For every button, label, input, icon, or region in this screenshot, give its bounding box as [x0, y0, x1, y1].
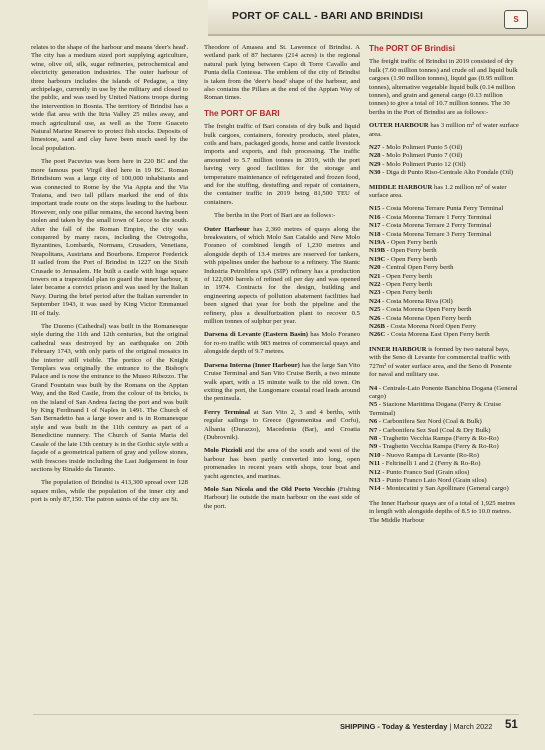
magazine-logo-icon: S — [504, 10, 528, 29]
berth-description: - Centrale-Lato Ponente Banchina Dogana (General cargo) — [369, 384, 518, 400]
paragraph-body: and the area of the south and west of the harbour has been partly converted into long, open promenades in recent years with shops, tour boat and yacht agencies, and marinas. — [204, 447, 360, 480]
berth-item — [369, 331, 519, 339]
paragraph-body: has 2,360 metres of quays along the breakwaters, of which Molo San Cataldo and New Molo Foraneo of combined length of 1,230 metres and alongside depth of 13.4 metres are reserved for tankers, with pipelines under the harbour to a refinery. The Stanic Industria Petrolifera spA (SIP) refinery has a production of 122,000 barrels of refined oil per day and was opened in 1974. Contracts for the design, building and engineering aspects of pollution abatement facilities had been signed that year for both the pipeline and the refinery, plus a desulfurization plant to recover 0.5 million tonnes of sulphur per year. — [204, 225, 360, 326]
berth-item — [369, 443, 519, 451]
berth-item — [369, 435, 519, 443]
berth-description: - Punto Franco Sud (Grain silos) — [380, 468, 470, 476]
berth-code: N14 — [369, 485, 381, 493]
berth-item — [369, 144, 519, 152]
berth-description: - Costa Morena East Open Ferry berth — [385, 331, 490, 339]
lead-term: OUTER HARBOUR — [369, 122, 429, 130]
footer-brand: SHIPPING - Today & Yesterday — [340, 722, 448, 731]
berth-item — [369, 315, 519, 323]
berth-item — [369, 281, 519, 289]
berth-item — [369, 289, 519, 297]
berth-code: N26 — [369, 314, 381, 322]
paragraph — [369, 346, 519, 380]
berth-code: N18 — [369, 230, 381, 238]
berth-item — [369, 385, 519, 402]
berth-description: - Costa Morena Terrare 2 Ferry Terminal — [380, 222, 492, 230]
footer-issue: | March 2022 — [447, 722, 493, 731]
footer — [340, 722, 492, 731]
berth-item — [369, 477, 519, 485]
berth-code: N17 — [369, 222, 381, 230]
berth-description: - Carbonifera Sez Nord (Coal & Bulk) — [377, 418, 482, 426]
paragraph: The Inner Harbour quays are of a total of 1,925 metres in length with alongside depths of 8.5 to 10.0 metres. The Middle Harbour — [369, 499, 516, 524]
berth-item — [369, 452, 519, 460]
paragraph: Theodore of Amasea and St. Lawrence of Brindisi. A wetland park of 87 hectares (214 acres) is the regional natural park lying between Capo di Torre Cavallo and Punta della Contessa. The emblem of the city of Brindisi is taken from the 'deer's head' shape of the harbour, and also contains the Pillars at the end of the Appian Way of Roman times. — [204, 44, 360, 102]
berth-item — [369, 239, 519, 247]
berth-item — [369, 401, 519, 418]
berth-description: - Carbonifera Sez Sud (Coal & Dry Bulk) — [377, 426, 491, 434]
paragraph — [204, 409, 360, 443]
berth-description: - Punto Franco Lato Nord (Grain silos) — [380, 476, 487, 484]
paragraph-body: has 1.2 million m² of water surface area. — [369, 183, 507, 199]
berth-description: - Traghetto Vecchia Rampa (Ferry & Ro-Ro) — [377, 434, 499, 442]
berth-item — [369, 273, 519, 281]
paragraph: The poet Pacuvius was born here in 220 BC and the more famous poet Virgil died here in 19 BC. Roman Brindisium was a large city of 100,000 inhabitants and was connected to Rome by the Via Appia and the Via Traiana, and two tall pillars marked the end of this important trade route on the steps leading to the harbour. However, only one pillar remains, the second having been stolen and taken by the small town of Lecce to the south. After the fall of the Roman Empire, the city was conquered by many races, including the Ostrogoths, Byzantines, Lombards, Normans, Crusaders, Venetians, Neapolitans, Austrians and Bourbons. Emperor Frederick II sailed from the Port of Brindisi in 1227 on the Sixth Crusade to Jerusalem. He built a castle with huge square towers on a trapezoidal plan to guard the inner harbour, it later became a convict prison and was used by the Italian Navy. During the brief period after the Italian surrender in September 1943, it was used by King Victor Emmanuel III of Italy. — [31, 158, 188, 317]
berth-code: N27 — [369, 143, 381, 151]
berth-item — [369, 214, 519, 222]
section-heading-bari: The PORT OF BARI — [204, 108, 280, 118]
berth-description: - Costa Morena Terrare Punta Ferry Terminal — [380, 205, 504, 213]
lead-term: MIDDLE HARBOUR — [369, 183, 433, 191]
berth-code: N9 — [369, 443, 378, 451]
lead-term: Molo San Nicola and the Old Porto Vecchio — [204, 485, 336, 493]
berth-item — [369, 298, 519, 306]
berth-code: N20 — [369, 264, 381, 272]
berth-description: - Costa Morena Riva (Oil) — [380, 297, 453, 305]
berth-code: N19A — [369, 239, 386, 246]
berth-code: N29 — [369, 160, 381, 168]
paragraph — [369, 122, 519, 139]
berth-description: - Traghetto Vecchia Rampa (Ferry & Ro-Ro) — [377, 443, 499, 451]
column-2 — [204, 44, 360, 712]
berth-code: N7 — [369, 426, 378, 434]
paragraph-body: has Molo Foraneo for ro-ro traffic with 983 metres of commercial quays and alongside depth of 9.7 metres. — [204, 331, 360, 356]
berth-description: - Open Ferry berth — [384, 247, 437, 255]
berth-description: - Open Ferry berth — [385, 255, 437, 263]
lead-term: Darsena Interna (Inner Harbour) — [204, 361, 300, 369]
berth-item — [369, 418, 519, 426]
berth-code: N21 — [369, 272, 381, 280]
page-number: 51 — [505, 719, 518, 731]
paragraph: The freight traffic of Brindisi in 2019 consisted of dry bulk (7.60 million tonnes) and crude oil and liquid bulk cargoes (1.90 million tonnes), liquid gas (0.95 million tonnes), alternative vegetable liquid bulk (0.14 million tonnes), and grain and general cargo (0.13 million tonnes) to give a total of 10.7 million tonnes. The 30 berths in the Port of Brindisi are as follows:- — [369, 58, 518, 116]
berth-description: - Open Ferry berth — [380, 272, 433, 280]
berth-code: N26B — [369, 323, 385, 331]
lead-term: Darsena di Levante (Eastern Basin) — [204, 331, 308, 339]
berth-item — [369, 161, 519, 169]
paragraph-body: has 3 million m² of water surface area. — [369, 122, 519, 138]
berth-item — [369, 152, 519, 160]
paragraph — [204, 331, 360, 356]
berth-code: N4 — [369, 384, 378, 392]
berth-item — [369, 485, 519, 493]
lead-term: INNER HARBOUR — [369, 345, 427, 353]
berth-item — [369, 256, 519, 264]
berth-code: N19B — [369, 247, 385, 255]
berth-description: - Open Ferry berth — [380, 289, 433, 297]
lead-term: Molo Pizzioli — [204, 447, 243, 455]
berth-description: - Nuovo Rampa di Levante (Ro-Ro) — [380, 451, 479, 459]
berth-description: - Stazione Marittima Dogana (Ferry & Cruise Terminal) — [369, 401, 502, 417]
lead-term: Ferry Terminal — [204, 408, 250, 416]
paragraph-body: has the large San Vito Cruise Terminal and San Vito Cruise Berth, a two minute walk apart, with a 15 minute walk to the old town. On exiting the port, the Lungomare coastal road leads around the peninsula. — [204, 361, 360, 403]
berth-description: - Central Open Ferry berth — [380, 264, 454, 272]
paragraph — [204, 226, 360, 327]
paragraph-body: is formed by two natural bays, with the Seno di Levante for commercial traffic with 727m² of water surface area, and the Seno di Ponente for naval and military use. — [369, 345, 512, 379]
berth-code: N5 — [369, 401, 378, 409]
paragraph: relates to the shape of the harbour and means 'deer's head'. The city has a medium sized port supplying agriculture, wine, olive oil, silk, sugar refineries, petrochemical and electricity generation industries. The outer harbour of three harbours includes the islands of Pedagne, a tiny archipelago, currently in use by the military and closed to the public, and was used by United Nations troops during the intervention in Bosnia. The territory of Brindisi has a wide flat area with the Itria Valley 25 miles away, and much agricultural use, as well as the Torre Guaceto Natural Marine Reserve to protect fish stocks. Deposits of limestone, sand and clay have been much used by the local population. — [31, 44, 188, 152]
berth-item — [369, 427, 519, 435]
berth-description: - Diga di Punto Riso-Centrale Alto Fondale (Oil) — [380, 169, 514, 177]
berth-code: N11 — [369, 460, 381, 468]
berth-item — [369, 460, 519, 468]
footer-divider — [33, 714, 519, 715]
berth-description: - Montecatini y San Apollinare (General cargo) — [380, 485, 509, 493]
berth-item — [369, 247, 519, 255]
berth-description: - Open Ferry berth — [385, 239, 437, 246]
paragraph-body: at San Vito 2, 3 and 4 berths, with regular sailings to Greece (Igoumenitsa and Corfu), Albania (Durazzo), Macedonia (Bar), and Croatia (Dubrovnik). — [204, 408, 360, 441]
berth-description: - Molo Polimeri Punto 7 (Oil) — [380, 152, 463, 160]
berth-item — [369, 205, 519, 213]
paragraph: The population of Brindisi is 413,300 spread over 128 square miles, while the population of the inner city and port is only 87,150. The patron saints of the city are St. — [31, 479, 188, 504]
berth-code: N8 — [369, 434, 378, 442]
column-3 — [369, 44, 519, 712]
berth-description: - Molo Polimeri Punto 12 (Oil) — [380, 160, 466, 168]
paragraph — [204, 447, 360, 481]
inner-berth-list — [369, 385, 519, 494]
berth-code: N16 — [369, 213, 381, 221]
paragraph: The berths in the Port of Bari are as follows:- — [214, 212, 336, 220]
middle-berth-list — [369, 205, 519, 340]
berth-description: - Costa Morena Open Ferry berth — [380, 314, 472, 322]
berth-description: - Costa Morena Open Ferry berth — [380, 306, 472, 314]
berth-item — [369, 469, 519, 477]
berth-code: N15 — [369, 205, 381, 213]
berth-description: - Molo Polimeri Punto 5 (Oil) — [380, 143, 463, 151]
lead-term: Outer Harbour — [204, 225, 250, 233]
paragraph: The Duomo (Cathedral) was built in the Romanesque style during the 11th and 12th centuries, but the original cathedral was destroyed by an earthquake on 20th February 1743, with only parts of the original mosaics in the interior still visible. The portico of the Knight Templars was originally the entrance to the Bishop's Palace and is now the entrance to the Museo Ribezzo. The Grand Fountain was built by the Romans on the Appian Way, and the Red Castle, from the colour of its bricks, is on the island of San Andrea facing the port and was built by King Ferdinand I of Naples in 1491. The Church of San Bernadetto has a large tower and is in Romanesque style and was built in the 11th century as part of a Benedictine nunnery. The Church of Santa Maria del Casale of the late 13th century is in the Gothic style with a façade of a geometrical pattern of gray and yellow stones, with frescoes inside including the Last Judgement in four sections by Rinaldo da Taranto. — [31, 323, 188, 473]
berth-code: N23 — [369, 289, 381, 297]
berth-code: N24 — [369, 297, 381, 305]
berth-item — [369, 222, 519, 230]
berth-description: - Costa Morena Terrare 3 Ferry Terminal — [380, 230, 492, 238]
section-heading-brindisi: The PORT OF Brindisi — [369, 44, 455, 53]
berth-description: - Costa Morena Nord Open Ferry — [384, 323, 476, 331]
column-1 — [31, 44, 188, 712]
berth-item — [369, 169, 519, 177]
berth-code: N28 — [369, 152, 381, 160]
paragraph — [369, 184, 519, 201]
berth-item — [369, 323, 519, 331]
paragraph: The freight traffic of Bari consists of dry bulk and liquid bulk cargoes, containers, forestry products, steel plates, coils and bars, packaged goods, horse and cattle livestock imports and exports, and fish processing. The traffic amounted to 5.7 million tonnes in 2019, with the port having very good facilities for the storage and temperature maintenance of refrigerated and frozen food, and for the stuffing, destuffing and repair of containers, the container traffic in 2019 being 81,500 TEU of containers. — [204, 123, 360, 206]
berth-description: - Open Ferry berth — [380, 281, 433, 289]
berth-code: N30 — [369, 169, 381, 177]
berth-code: N6 — [369, 418, 378, 426]
paragraph-body: (Fishing Harbour) lie outside the main harbour on the east side of the port. — [204, 485, 360, 510]
berth-code: N22 — [369, 281, 381, 289]
paragraph — [204, 362, 360, 404]
outer-berth-list — [369, 144, 519, 178]
berth-code: N19C — [369, 255, 386, 263]
berth-code: N26C — [369, 331, 386, 339]
berth-code: N12 — [369, 468, 381, 476]
berth-item — [369, 264, 519, 272]
berth-code: N13 — [369, 476, 381, 484]
berth-description: - Costa Morena Terrare 1 Ferry Terminal — [380, 213, 492, 221]
berth-item — [369, 231, 519, 239]
berth-code: N10 — [369, 451, 381, 459]
berth-code: N25 — [369, 306, 381, 314]
page-title: PORT OF CALL - BARI AND BRINDISI — [232, 11, 424, 22]
berth-description: - Feltrinelli 1 and 2 (Ferry & Ro-Ro) — [380, 460, 481, 468]
berth-item — [369, 306, 519, 314]
paragraph — [204, 486, 360, 511]
